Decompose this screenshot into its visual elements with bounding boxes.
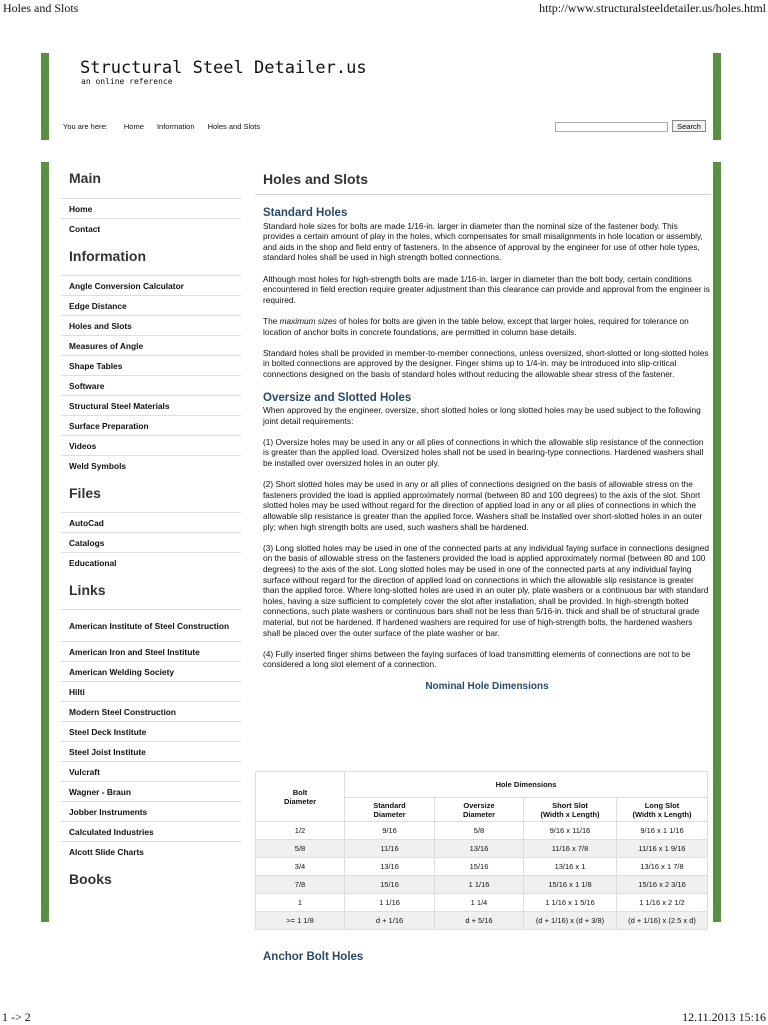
sidebar-item-aisc[interactable]: American Institute of Steel Construction (61, 609, 241, 641)
content-bar-right (713, 162, 721, 922)
col-header-oversize (435, 798, 524, 822)
sidebar-item-edge-distance[interactable]: Edge Distance (61, 295, 241, 315)
anchor-bolt-holes-heading: Anchor Bolt Holes (263, 951, 364, 963)
sidebar-item-steel-deck-institute[interactable]: Steel Deck Institute (61, 721, 241, 741)
col-header-short-slot (524, 798, 617, 822)
table-cell: 9/16 x 11/16 (524, 822, 617, 840)
col-header-oversize-line2: Diameter (462, 809, 496, 819)
table-cell: 9/16 (345, 822, 435, 840)
sidebar-item-modern-steel-construction[interactable]: Modern Steel Construction (61, 701, 241, 721)
table-cell: >= 1 1/8 (256, 912, 345, 930)
standard-holes-p3-pre: The (263, 315, 280, 326)
table-cell: 11/16 x 7/8 (524, 840, 617, 858)
breadcrumb-holes-and-slots[interactable]: Holes and Slots (207, 122, 261, 131)
sidebar-heading-main: Main (69, 170, 101, 186)
sidebar (61, 160, 241, 898)
table-cell: 1 1/16 x 2 1/2 (617, 894, 708, 912)
sidebar-item-shape-tables[interactable]: Shape Tables (61, 355, 241, 375)
print-date-time: 12.11.2013 15:16 (682, 1010, 766, 1024)
sidebar-item-autocad[interactable]: AutoCad (61, 512, 241, 532)
standard-holes-p2: Although most holes for high-strength bolts are made 1/16-in. larger in diameter than the bolt body, certain conditions encountered in field erection require greater adjustment than this clearance can provide and approval from the engineer is required. (263, 273, 710, 305)
table-cell: 5/8 (435, 822, 524, 840)
table-cell: 9/16 x 1 1/16 (617, 822, 708, 840)
table-row (256, 876, 708, 894)
oversize-slotted-heading: Oversize and Slotted Holes (263, 391, 412, 404)
table-cell: 15/16 (345, 876, 435, 894)
table-cell: 1 (256, 894, 345, 912)
oversize-p5: (4) Fully inserted finger shims between the faying surfaces of load transmitting elements of connections are not to be considered a long slot element of a connection. (263, 648, 691, 670)
standard-holes-p1: Standard hole sizes for bolts are made 1/16-in. larger in diameter than the nominal size of the fastener body. This provides a certain amount of play in the holes, which compensates for small misalignments in hole location or assembly, and aids in the shop and field entry of fasteners. In the absence of approval by the engineer for use of other hole types, standard holes shall be used in high strength bolted connections. (263, 220, 703, 263)
standard-holes-p4: Standard holes shall be provided in member-to-member connections, unless oversized, short-slotted or long-slotted holes in bolted connections are approved by the designer. Finger shims up to 1/4-in. may be introduced into slip-critical connections designed on the basis of standard holes without reducing the allowable shear stress of the fastener. (263, 347, 709, 379)
print-page-counter: 1 -> 2 (2, 1010, 31, 1024)
table-row (256, 894, 708, 912)
table-cell: 1 1/16 x 1 5/16 (524, 894, 617, 912)
oversize-p1: When approved by the engineer, oversize, short slotted holes or long slotted holes may be used subject to the following joint detail requirements: (263, 405, 701, 426)
search-button[interactable]: Search (672, 120, 706, 132)
table-row (256, 840, 708, 858)
standard-holes-p3 (263, 316, 711, 337)
breadcrumb-information[interactable]: Information (156, 122, 195, 131)
sidebar-item-vulcraft[interactable]: Vulcraft (61, 761, 241, 781)
sidebar-heading-information: Information (69, 248, 146, 264)
sidebar-item-steel-joist-institute[interactable]: Steel Joist Institute (61, 741, 241, 761)
table-cell: 13/16 x 1 7/8 (617, 858, 708, 876)
standard-holes-heading: Standard Holes (263, 207, 348, 219)
breadcrumb (63, 122, 271, 131)
col-header-oversize-line1: Oversize (463, 800, 495, 810)
search-input[interactable] (555, 122, 668, 132)
sidebar-item-wagner-braun[interactable]: Wagner - Braun (61, 781, 241, 801)
header-bar-left (41, 53, 49, 140)
page-title: Holes and Slots (255, 160, 711, 195)
bolt-header-line1: Bolt (292, 787, 308, 797)
main-content (255, 160, 711, 705)
sidebar-heading-files: Files (69, 485, 101, 501)
sidebar-item-structural-steel-materials[interactable]: Structural Steel Materials (61, 395, 241, 415)
col-header-short-slot-line1: Short Slot (552, 800, 588, 810)
table-cell: 1 1/16 (345, 894, 435, 912)
table-cell: 1 1/4 (435, 894, 524, 912)
article-body (255, 208, 711, 693)
sidebar-item-holes-and-slots[interactable]: Holes and Slots (61, 315, 241, 335)
table-row (256, 822, 708, 840)
table-cell: d + 1/16 (345, 912, 435, 930)
sidebar-bar-left (41, 162, 49, 922)
table-row (256, 858, 708, 876)
sidebar-item-aisi[interactable]: American Iron and Steel Institute (61, 641, 241, 661)
hole-dimensions-header: Hole Dimensions (345, 772, 708, 798)
sidebar-item-hilti[interactable]: Hilti (61, 681, 241, 701)
table-cell: 15/16 (435, 858, 524, 876)
table-cell: (d + 1/16) x (d + 3/8) (524, 912, 617, 930)
col-header-standard (345, 798, 435, 822)
sidebar-item-angle-conversion-calculator[interactable]: Angle Conversion Calculator (61, 275, 241, 295)
standard-holes-p3-post: of holes for bolts are given in the table below, except that larger holes, required for tolerance on location of anchor bolts in concrete foundations, are permitted in column base details. (263, 315, 689, 337)
sidebar-item-measures-of-angle[interactable]: Measures of Angle (61, 335, 241, 355)
table-cell: 13/16 x 1 (524, 858, 617, 876)
table-cell: 13/16 (345, 858, 435, 876)
sidebar-item-aws[interactable]: American Welding Society (61, 661, 241, 681)
sidebar-item-calculated-industries[interactable]: Calculated Industries (61, 821, 241, 841)
sidebar-heading-links: Links (69, 582, 106, 598)
sidebar-heading-books: Books (69, 871, 112, 887)
col-header-long-slot (617, 798, 708, 822)
nominal-hole-dimensions-table (255, 771, 708, 930)
sidebar-item-weld-symbols[interactable]: Weld Symbols (61, 455, 241, 475)
bolt-diameter-header (256, 772, 345, 822)
sidebar-item-videos[interactable]: Videos (61, 435, 241, 455)
table-cell: 15/16 x 1 1/8 (524, 876, 617, 894)
sidebar-item-surface-preparation[interactable]: Surface Preparation (61, 415, 241, 435)
site-subtitle: an online reference (81, 77, 173, 86)
table-cell: 3/4 (256, 858, 345, 876)
table-cell: 15/16 x 2 3/16 (617, 876, 708, 894)
table-cell: 1/2 (256, 822, 345, 840)
table-caption: Nominal Hole Dimensions (425, 680, 549, 692)
header-bar-right (713, 53, 721, 140)
table-cell: d + 5/16 (435, 912, 524, 930)
table-row (256, 912, 708, 930)
oversize-p4: (3) Long slotted holes may be used in one of the connected parts at any individual faying surface in connections designed on the basis of allowable stress on the fasteners provided the load is applied approximately normal (between 80 and 100 degrees) to the axis of the slot. Long slotted holes may be used in one of the connected parts at any individual faying surface without regard for the direction of applied load on connections in which the allowable slip resistance is greater than the applied force. Where long-slotted holes are used in an outer ply, plate washers or a continuous bar with standard holes, having a size sufficient to completely cover the slot after installation, shall be provided. In high-strength bolted connections, such plate washers or continuous bars shall not be less than 5/16-in. thick and shall be of structural grade material, but not be hardened. If hardened washers are required for use of high-strength bolts, the hardened washers shall be placed over the outer surface of the plate washer or bar. (263, 542, 710, 638)
bolt-header-line2: Diameter (283, 796, 317, 806)
print-url: http://www.structuralsteeldetailer.us/holes.html (539, 1, 766, 15)
sidebar-item-home[interactable]: Home (61, 198, 241, 218)
sidebar-item-alcott-slide-charts[interactable]: Alcott Slide Charts (61, 841, 241, 861)
table-cell: 5/8 (256, 840, 345, 858)
sidebar-item-catalogs[interactable]: Catalogs (61, 532, 241, 552)
table-cell: 11/16 (345, 840, 435, 858)
sidebar-item-educational[interactable]: Educational (61, 552, 241, 572)
table-cell: (d + 1/16) x (2.5 x d) (617, 912, 708, 930)
col-header-long-slot-line1: Long Slot (644, 800, 680, 810)
table-cell: 11/16 x 1 9/16 (617, 840, 708, 858)
sidebar-item-jobber-instruments[interactable]: Jobber Instruments (61, 801, 241, 821)
col-header-short-slot-line2: (Width x Length) (540, 809, 600, 819)
table-cell: 1 1/16 (435, 876, 524, 894)
breadcrumb-label: You are here: (63, 122, 108, 131)
print-page-title: Holes and Slots (3, 1, 79, 15)
col-header-standard-line1: Standard (373, 800, 406, 810)
table-cell: 7/8 (256, 876, 345, 894)
col-header-long-slot-line2: (Width x Length) (632, 809, 692, 819)
col-header-standard-line2: Diameter (373, 809, 406, 819)
site-title[interactable]: Structural Steel Detailer.us (80, 58, 367, 78)
oversize-p3: (2) Short slotted holes may be used in any or all plies of connections designed on the basis of allowable stress on the fasteners provided the load is applied approximately normal (between 80 and 100 degrees) to the axis of the slot. Short slotted holes may be used without regard for the direction of applied load in any or all plies of connections in which the allowable slip resistance is greater than the applied force. Washers shall be installed over short-slotted holes in an outer ply; when high strength bolts are used, such washers shall be hardened. (263, 479, 703, 532)
table-cell: 13/16 (435, 840, 524, 858)
sidebar-item-contact[interactable]: Contact (61, 218, 241, 238)
maximum-sizes-emphasis: maximum sizes (279, 315, 337, 326)
breadcrumb-home[interactable]: Home (123, 122, 144, 131)
oversize-p2: (1) Oversize holes may be used in any or all plies of connections in which the allowable slip resistance of the connection is greater than the applied load. Oversized holes shall not be used in bearing-type connections. Hardened washers shall be installed over oversized holes in an outer ply. (263, 436, 704, 469)
sidebar-item-software[interactable]: Software (61, 375, 241, 395)
